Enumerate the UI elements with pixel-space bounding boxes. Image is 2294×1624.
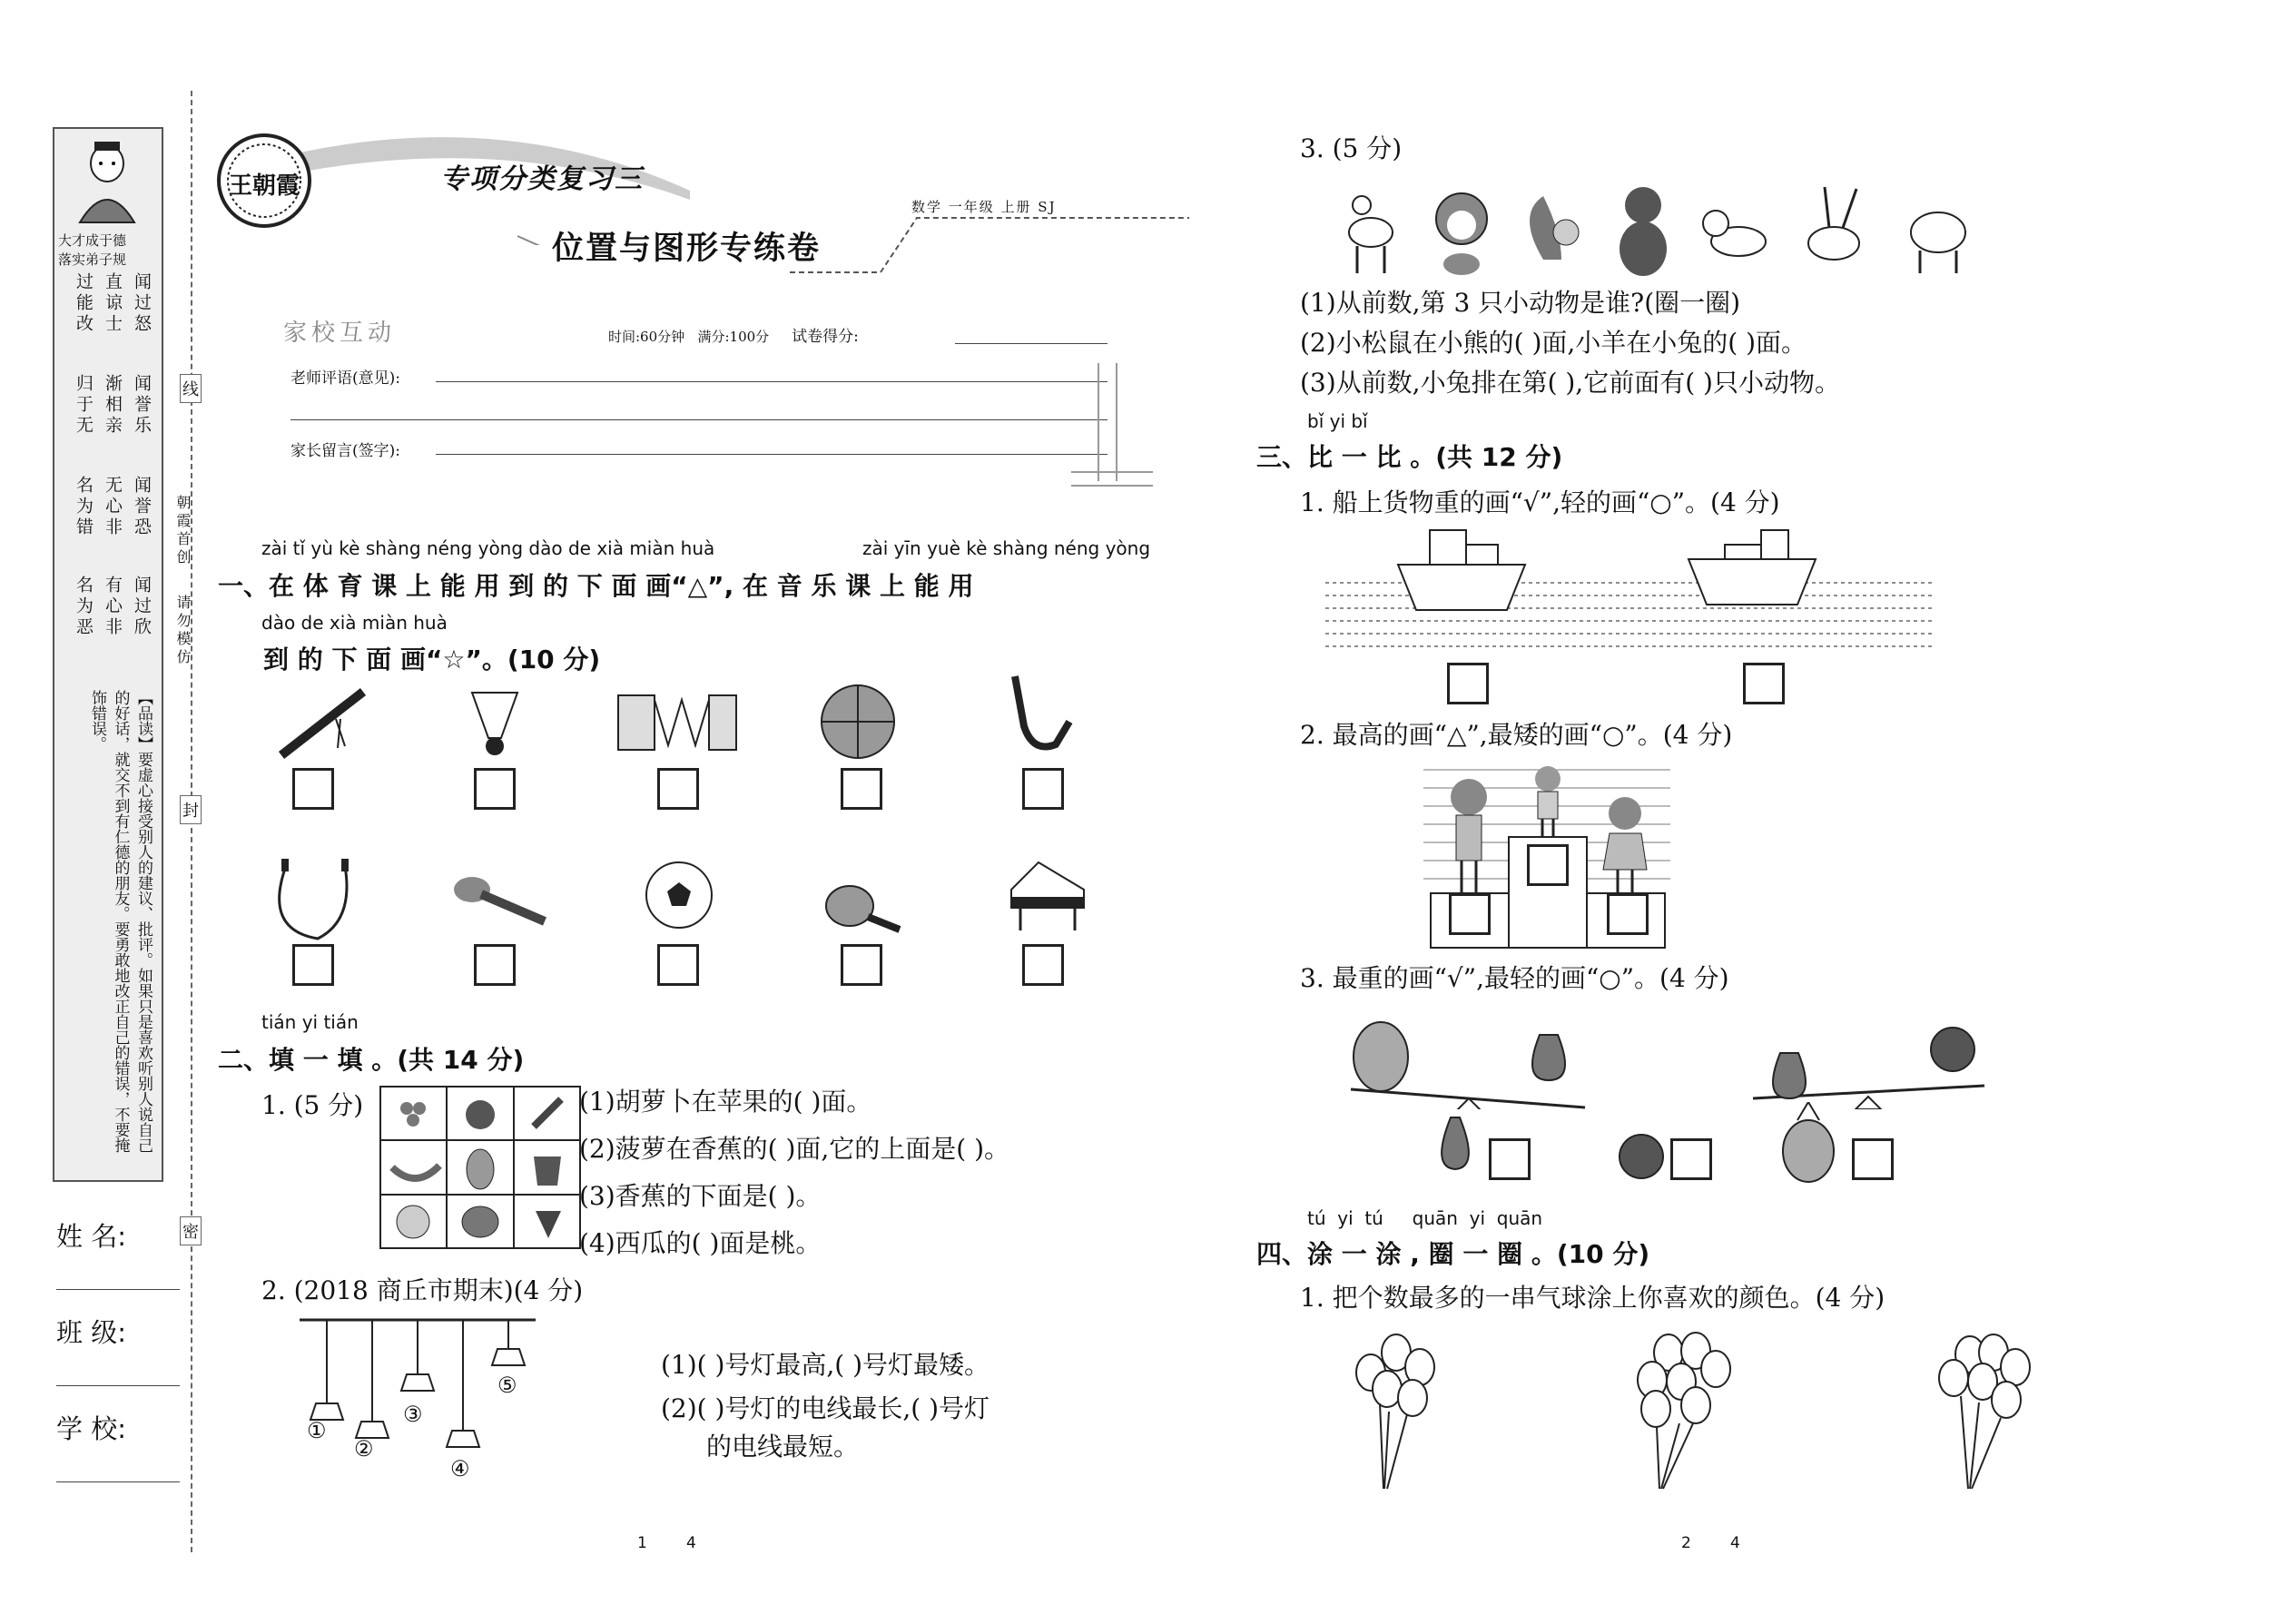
pinyin: zài tǐ yù kè shàng néng yòng dào de xià miàn huà xyxy=(261,537,715,559)
pear-icon xyxy=(1773,1053,1806,1098)
boat-heavy-icon xyxy=(1398,530,1525,610)
teacher-comment-line[interactable] xyxy=(436,381,1108,382)
boat-light-icon xyxy=(1689,530,1816,605)
watermelon-icon xyxy=(462,1206,498,1237)
boats-on-water xyxy=(1325,519,1934,655)
question-line: 3. 最重的画“√”,最轻的画“○”。(4 分) xyxy=(1300,963,1729,993)
girl-left-icon xyxy=(1451,779,1487,893)
question-line: (2)菠萝在香蕉的( )面,它的上面是( )。 xyxy=(579,1134,1010,1164)
section-4-title: 四、涂 一 涂 , 圈 一 圈 。(10 分) xyxy=(1256,1239,1650,1269)
question-line: (1)从前数,第 3 只小动物是谁?(圈一圈) xyxy=(1300,288,1741,318)
question-line: (2)小松鼠在小熊的( )面,小羊在小兔的( )面。 xyxy=(1300,328,1807,358)
cut-note: 请勿模仿 xyxy=(174,595,192,667)
fruit-grid xyxy=(379,1086,581,1249)
question-line: 1. 把个数最多的一串气球涂上你喜欢的颜色。(4 分) xyxy=(1300,1283,1885,1313)
question-line: (3)香蕉的下面是( )。 xyxy=(579,1181,822,1211)
school-label: 学 校: xyxy=(56,1413,126,1444)
lamp-number: ① xyxy=(307,1418,327,1443)
answer-box[interactable] xyxy=(657,768,699,810)
answer-box[interactable] xyxy=(1670,1138,1712,1180)
exam-meta: 时间:60分钟 满分:100分 试卷得分: xyxy=(608,328,859,346)
score-blank[interactable] xyxy=(955,343,1108,344)
teacher-comment-line[interactable] xyxy=(290,419,1108,420)
answer-box[interactable] xyxy=(841,944,882,986)
verse-col: 渐相亲 xyxy=(103,374,123,437)
basketball-icon xyxy=(817,681,899,763)
answer-box[interactable] xyxy=(1852,1138,1894,1180)
verse-block xyxy=(54,267,162,684)
lamp-number: ⑤ xyxy=(497,1373,517,1398)
hulusi-icon xyxy=(445,871,554,935)
answer-box[interactable] xyxy=(292,944,334,986)
question-label: 3. (5 分) xyxy=(1300,133,1403,163)
verse-col: 过能改 xyxy=(74,272,94,335)
boy-center-icon xyxy=(1535,766,1561,837)
parent-note-label: 家长留言(签字): xyxy=(290,442,400,460)
question-line: (4)西瓜的( )面是桃。 xyxy=(579,1228,822,1258)
school-blank[interactable] xyxy=(56,1481,180,1482)
pineapple-icon xyxy=(467,1149,494,1189)
balloon-bunches xyxy=(1344,1325,2070,1498)
animal-row xyxy=(1334,178,2033,280)
answer-box[interactable] xyxy=(1743,663,1785,704)
header-dotted-line xyxy=(790,200,1189,300)
section-3-title: 三、比 一 比 。(共 12 分) xyxy=(1256,442,1563,472)
soccer-ball-icon xyxy=(643,859,715,931)
question-line: (1)胡萝卜在苹果的( )面。 xyxy=(579,1087,872,1117)
monkey-icon xyxy=(1436,193,1487,275)
question-line: (2)( )号灯的电线最长,( )号灯 xyxy=(661,1393,990,1423)
ping-pong-paddle-icon xyxy=(822,882,904,937)
apple-icon xyxy=(1931,1028,1974,1071)
pinyin: bǐ yi bǐ xyxy=(1307,410,1368,432)
pindu-note: 【品读】要虚心接受别人的建议、批评。如果只是喜欢听别人说自己的好话，就交不到有仁德的朋友。要勇敢地改正自己的错误，不要掩饰错误。 xyxy=(88,690,153,1153)
verse-col: 有心非 xyxy=(103,576,123,638)
scholar-figure-icon xyxy=(73,136,142,227)
section-1-title: 一、在 体 育 课 上 能 用 到 的 下 面 画“△”, 在 音 乐 课 上 能 用 xyxy=(218,571,974,601)
answer-box[interactable] xyxy=(1022,944,1064,986)
parent-note-line[interactable] xyxy=(436,454,1108,455)
question-label: 1. (5 分) xyxy=(261,1090,364,1120)
subject-tags: 数学 一年级 上册 SJ xyxy=(911,199,1057,215)
verse-col: 名为错 xyxy=(74,476,94,538)
class-blank[interactable] xyxy=(56,1385,180,1386)
answer-box[interactable] xyxy=(474,768,516,810)
section-2-title: 二、填 一 填 。(共 14 分) xyxy=(218,1045,525,1075)
pinyin: zài yīn yuè kè shàng néng yòng xyxy=(862,537,1151,559)
peach-icon xyxy=(397,1206,429,1238)
flute-icon xyxy=(272,683,372,764)
question-line: 的电线最短。 xyxy=(706,1432,860,1462)
verse-col: 闻过怒 xyxy=(132,272,152,335)
lamp-number: ② xyxy=(354,1436,374,1462)
apple-icon xyxy=(1616,1129,1667,1180)
class-label: 班 级: xyxy=(56,1317,126,1348)
rabbit-icon xyxy=(1808,187,1859,260)
question-label: 2. (2018 商丘市期末)(4 分) xyxy=(261,1275,584,1305)
answer-box[interactable] xyxy=(1022,768,1064,810)
lamp-number: ③ xyxy=(403,1402,423,1427)
question-line: (1)( )号灯最高,( )号灯最矮。 xyxy=(661,1350,990,1380)
cut-label: 线 xyxy=(180,374,202,403)
answer-box[interactable] xyxy=(841,768,882,810)
pinyin: dào de xià miàn huà xyxy=(261,612,448,634)
answer-box[interactable] xyxy=(292,768,334,810)
answer-box[interactable] xyxy=(657,944,699,986)
piano-icon xyxy=(1002,853,1093,935)
verse-col: 闻过欣 xyxy=(132,576,152,638)
question-line: 1. 船上货物重的画“√”,轻的画“○”。(4 分) xyxy=(1300,487,1780,517)
balloon-bunch-icon xyxy=(1939,1334,2030,1489)
name-label: 姓 名: xyxy=(56,1221,126,1252)
bear-icon xyxy=(1620,187,1667,276)
section-1-title-cont: 到 的 下 面 画“☆”。(10 分) xyxy=(263,645,601,674)
pear-icon xyxy=(1431,1113,1480,1176)
shuttlecock-icon xyxy=(463,688,527,761)
question-line: 2. 最高的画“△”,最矮的画“○”。(4 分) xyxy=(1300,720,1733,750)
accordion-icon xyxy=(614,686,741,759)
page-number: 2 4 xyxy=(1681,1534,1740,1552)
home-school-label: 家校互动 xyxy=(283,320,397,347)
puppy-icon xyxy=(1703,211,1766,256)
answer-box[interactable] xyxy=(1489,1138,1531,1180)
balloon-bunch-icon xyxy=(1356,1334,1434,1489)
lamp-number: ④ xyxy=(450,1456,470,1481)
deer-icon xyxy=(1349,196,1393,273)
corner-lines xyxy=(1071,363,1153,490)
verse-col: 名为恶 xyxy=(74,576,94,638)
lamb-icon xyxy=(1911,212,1965,273)
verse-col: 闻誉乐 xyxy=(132,374,152,437)
pineapple-icon xyxy=(1354,1022,1408,1091)
pinyin: tián yi tián xyxy=(261,1011,359,1033)
squirrel-icon xyxy=(1530,196,1579,260)
logo-text: 王朝霞 xyxy=(229,172,300,200)
verse-col: 闻誉恐 xyxy=(132,476,152,538)
page-number: 1 4 xyxy=(637,1534,696,1552)
cut-note: 朝霞首创 xyxy=(174,495,192,567)
answer-box[interactable] xyxy=(1447,663,1489,704)
jump-rope-icon xyxy=(272,857,363,948)
motto-line: 落实弟子规 xyxy=(58,251,127,268)
saxophone-icon xyxy=(997,672,1078,763)
name-blank[interactable] xyxy=(56,1289,180,1290)
balance-scales xyxy=(1340,999,1994,1109)
cut-label: 密 xyxy=(180,1216,202,1245)
pepper-icon xyxy=(534,1156,561,1186)
balloon-bunch-icon xyxy=(1638,1333,1730,1489)
sidebar-panel xyxy=(53,127,163,1182)
verse-col: 直谅士 xyxy=(103,272,123,335)
motto-line: 大才成于德 xyxy=(58,232,127,249)
pineapple-icon xyxy=(1779,1102,1837,1184)
verse-col: 无心非 xyxy=(103,476,123,538)
series-title: 专项分类复习三 xyxy=(440,163,644,195)
pear-icon xyxy=(1532,1035,1565,1080)
teacher-comment-label: 老师评语(意见): xyxy=(290,369,400,388)
answer-box[interactable] xyxy=(1449,893,1491,935)
pinyin: tú yi tú quān yi quān xyxy=(1307,1207,1543,1229)
answer-box[interactable] xyxy=(1527,844,1569,886)
apple-icon xyxy=(466,1100,495,1129)
page-title: 位置与图形专练卷 xyxy=(552,230,822,267)
answer-box[interactable] xyxy=(1607,893,1649,935)
question-line: (3)从前数,小兔排在第( ),它前面有( )只小动物。 xyxy=(1300,368,1840,398)
answer-box[interactable] xyxy=(474,944,516,986)
verse-col: 归于无 xyxy=(74,374,94,437)
cut-label: 封 xyxy=(180,795,202,824)
